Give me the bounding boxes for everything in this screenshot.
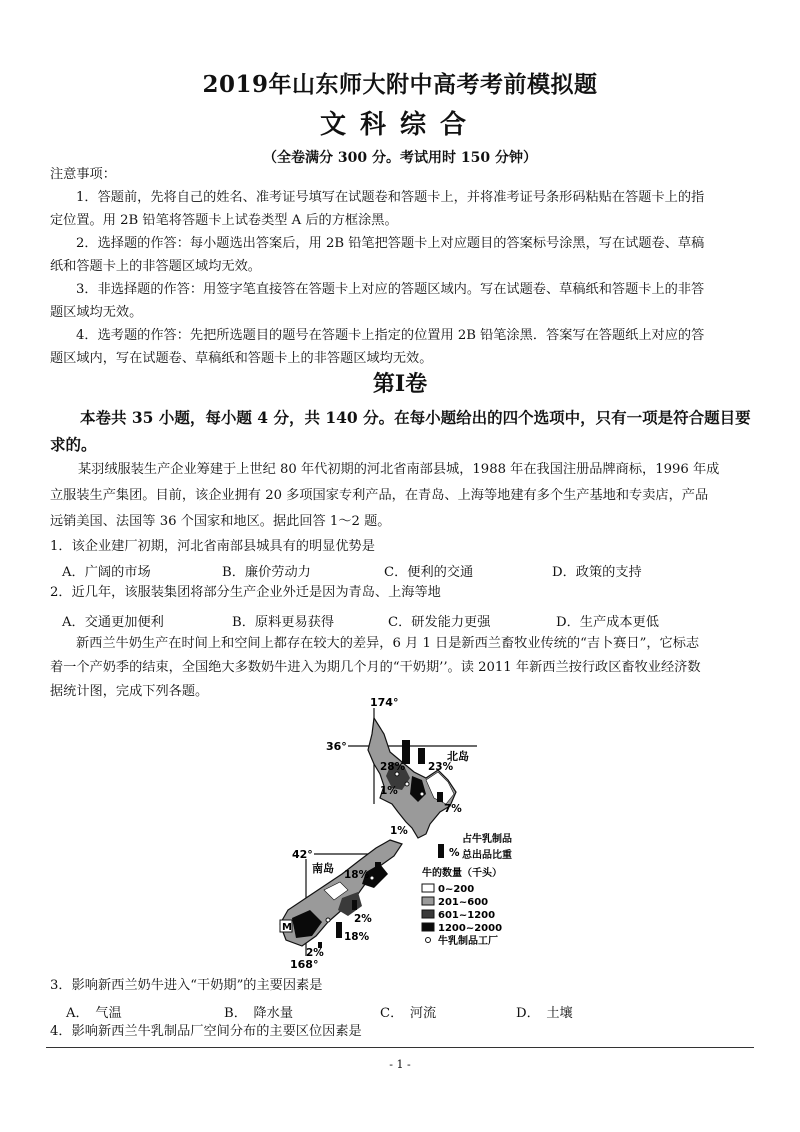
factory-marker bbox=[420, 792, 424, 796]
passage2-line: 据统计图，完成下列各题。 bbox=[50, 684, 209, 699]
pct-label: 2% bbox=[354, 913, 372, 925]
question-4-stem: 4．影响新西兰牛乳制品厂空间分布的主要区位因素是 bbox=[50, 1024, 362, 1039]
label-m: M bbox=[282, 922, 292, 933]
legend-swatch-1 bbox=[422, 884, 434, 892]
legend-pct: % bbox=[449, 847, 460, 859]
factory-marker bbox=[370, 876, 374, 880]
legend-range-4: 1200~2000 bbox=[438, 923, 503, 934]
legend-range-2: 201~600 bbox=[438, 897, 489, 908]
q2-option-a[interactable]: A．交通更加便利 bbox=[62, 615, 164, 630]
label-north-island: 北岛 bbox=[447, 750, 469, 763]
pct-label: 23% bbox=[428, 761, 454, 773]
pct-label: 2% bbox=[306, 947, 324, 959]
label-168: 168° bbox=[290, 958, 319, 971]
passage1-line: 某羽绒服装生产企业筹建于上世纪 80 年代初期的河北省南部县城，1988 年在我国注册品牌商标，1996 年成 bbox=[78, 462, 720, 477]
new-zealand-dairy-map bbox=[262, 694, 538, 974]
volume-title: 第Ⅰ卷 bbox=[372, 371, 428, 397]
q3-option-c[interactable]: C． 河流 bbox=[380, 1006, 437, 1021]
label-south-island: 南岛 bbox=[312, 862, 334, 875]
label-42: 42° bbox=[292, 848, 313, 861]
q3-option-d[interactable]: D． 土壤 bbox=[516, 1006, 573, 1021]
notice-line: 1．答题前，先将自己的姓名、准考证号填写在试题卷和答题卡上，并将准考证号条形码粘贴在答题卡上的指 bbox=[76, 190, 705, 205]
q2-option-b[interactable]: B．原料更易获得 bbox=[232, 615, 335, 630]
pct-label: 28% bbox=[380, 761, 406, 773]
factory-marker bbox=[405, 782, 409, 786]
notice-line: 题区域内，写在试题卷、草稿纸和答题卡上的非答题区域均无效。 bbox=[50, 351, 433, 366]
pct-label: 18% bbox=[344, 931, 370, 943]
legend-bar-desc-1: 占牛乳制品 bbox=[462, 834, 512, 845]
legend-swatch-2 bbox=[422, 897, 434, 905]
legend-factory: 牛乳制品工厂 bbox=[438, 936, 498, 947]
score-note: （全卷满分 300 分。考试用时 150 分钟） bbox=[263, 150, 537, 166]
question-1-stem: 1．该企业建厂初期，河北省南部县城具有的明显优势是 bbox=[50, 539, 375, 554]
q2-option-d[interactable]: D．生产成本更低 bbox=[556, 615, 659, 630]
legend-cattle-title: 牛的数量（千头） bbox=[422, 868, 502, 879]
bar-7 bbox=[437, 792, 443, 802]
notice-line: 定位置。用 2B 铅笔将答题卡上试卷类型 A 后的方框涂黑。 bbox=[50, 213, 398, 228]
legend-bar-swatch bbox=[438, 844, 444, 858]
notice-line: 2．选择题的作答：每小题选出答案后，用 2B 铅笔把答题卡上对应题目的答案标号涂黑，写在试题卷、草稿 bbox=[76, 236, 705, 251]
legend-range-3: 601~1200 bbox=[438, 910, 496, 921]
q3-option-a[interactable]: A． 气温 bbox=[66, 1006, 122, 1021]
exam-title: 2019年山东师大附中高考考前模拟题 bbox=[202, 71, 598, 98]
label-36: 36° bbox=[326, 740, 347, 753]
passage2-line: 着一个产奶季的结束，全国绝大多数奶牛进入为期几个月的“干奶期’’。读 2011 年新西兰按行政区畜牧业经济数 bbox=[50, 660, 701, 675]
notice-line: 4．选考题的作答：先把所选题目的题号在答题卡上指定的位置用 2B 铅笔涂黑．答案写在答题纸上对应的答 bbox=[76, 328, 705, 343]
notice-line: 纸和答题卡上的非答题区域均无效。 bbox=[50, 259, 261, 274]
pct-label: 7% bbox=[444, 803, 462, 815]
volume-description: 本卷共 35 小题，每小题 4 分，共 140 分。在每小题给出的四个选项中，只有一项是符合题目要求的。 bbox=[50, 408, 751, 454]
q1-option-b[interactable]: B．廉价劳动力 bbox=[222, 565, 311, 580]
bar-2 bbox=[352, 900, 357, 910]
bar-18-north bbox=[375, 862, 381, 878]
passage2-line: 新西兰牛奶生产在时间上和空间上都存在较大的差异，6 月 1 日是新西兰畜牧业传统的“吉卜赛日”，它标志 bbox=[76, 636, 700, 651]
q3-option-b[interactable]: B． 降水量 bbox=[224, 1006, 294, 1021]
pct-label: 1% bbox=[380, 785, 398, 797]
notice-line: 3．非选择题的作答：用签字笔直接答在答题卡上对应的答题区域内。写在试题卷、草稿纸和答题卡上的非答 bbox=[76, 282, 705, 297]
passage1-line: 立服装生产集团。目前，该企业拥有 20 多项国家专利产品，在青岛、上海等地建有多个生产基地和专卖店，产品 bbox=[50, 488, 709, 503]
passage1-line: 远销美国、法国等 36 个国家和地区。据此回答 1～2 题。 bbox=[50, 514, 391, 529]
legend-range-1: 0~200 bbox=[438, 884, 475, 895]
pct-label: 1% bbox=[390, 825, 408, 837]
legend-swatch-4 bbox=[422, 923, 434, 931]
question-3-stem: 3．影响新西兰奶牛进入“干奶期”的主要因素是 bbox=[50, 978, 323, 993]
q1-option-c[interactable]: C．便利的交通 bbox=[384, 565, 474, 580]
subject-title: 文科综合 bbox=[319, 110, 480, 140]
q2-option-c[interactable]: C．研发能力更强 bbox=[388, 615, 491, 630]
label-174: 174° bbox=[370, 696, 399, 709]
q1-option-d[interactable]: D．政策的支持 bbox=[552, 565, 642, 580]
factory-marker bbox=[326, 918, 330, 922]
bar-18-south bbox=[336, 922, 342, 938]
page-number: - 1 - bbox=[389, 1058, 411, 1071]
legend-bar-desc-2: 总出品比重 bbox=[462, 850, 512, 861]
pct-label: 18% bbox=[344, 869, 370, 881]
footer-divider bbox=[46, 1047, 754, 1048]
q1-option-a[interactable]: A．广阔的市场 bbox=[62, 565, 151, 580]
legend-swatch-3 bbox=[422, 910, 434, 918]
bar-23 bbox=[418, 748, 425, 764]
question-2-stem: 2．近几年，该服装集团将部分生产企业外迁是因为青岛、上海等地 bbox=[50, 585, 441, 600]
notice-line: 题区域均无效。 bbox=[50, 305, 143, 320]
legend-factory-icon bbox=[426, 938, 431, 943]
notice-heading: 注意事项： bbox=[50, 167, 116, 182]
